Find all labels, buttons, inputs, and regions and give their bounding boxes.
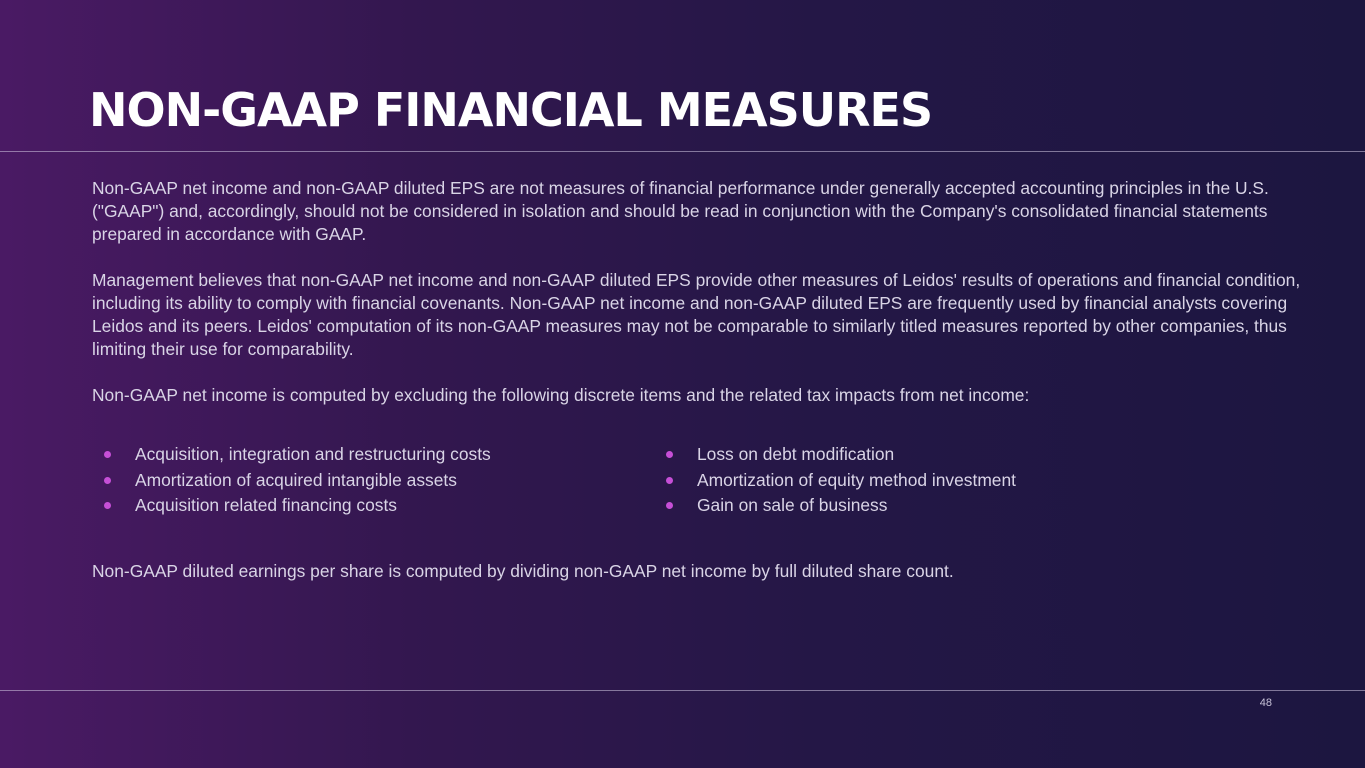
bullet-icon	[104, 477, 111, 484]
slide-title: NON-GAAP FINANCIAL MEASURES	[89, 83, 933, 137]
list-item	[666, 493, 1016, 519]
list-item-label: Acquisition, integration and restructuring costs	[135, 444, 491, 464]
list-item-label: Amortization of acquired intangible assets	[135, 469, 457, 490]
title-divider	[0, 151, 1365, 152]
list-item-label: Amortization of equity method investment	[697, 469, 1016, 490]
bullet-icon	[104, 451, 111, 458]
paragraph-net-income-computation: Non-GAAP net income is computed by excluding the following discrete items and the related tax impacts from net income:	[92, 385, 1030, 405]
list-item	[104, 493, 491, 519]
bullet-icon	[104, 502, 111, 509]
paragraph-management-belief: Management believes that non-GAAP net income and non-GAAP diluted EPS provide other measures of Leidos' results of operations and financial condition, including its ability to comply with financial covenants. Non-GAAP net income and non-GAAP diluted EPS are frequently used by financial analysts covering Leidos and its peers. Leidos' computation of its non-GAAP measures may not be comparable to similarly titled measures reported by other companies, thus limiting their use for comparability.	[92, 270, 1301, 359]
list-item-label: Loss on debt modification	[697, 444, 895, 464]
list-item	[666, 442, 1016, 468]
page-number: 48	[1259, 697, 1272, 709]
bullet-icon	[666, 502, 673, 509]
footer-divider	[0, 690, 1365, 691]
bullet-icon	[666, 477, 673, 484]
list-item-label: Acquisition related financing costs	[135, 495, 397, 515]
paragraph-eps-computation: Non-GAAP diluted earnings per share is computed by dividing non-GAAP net income by full diluted share count.	[92, 561, 954, 581]
bullet-icon	[666, 451, 673, 458]
list-item	[104, 442, 491, 468]
paragraph-gaap-definition: Non-GAAP net income and non-GAAP diluted EPS are not measures of financial performance under generally accepted accounting principles in the U.S. ("GAAP") and, accordingly, should not be considered in isolation and should be read in conjunction with the Company's consolidated financial statements prepared in accordance with GAAP.	[92, 178, 1269, 244]
excluded-items-list-right	[666, 442, 1016, 519]
list-item	[666, 468, 1016, 494]
list-item	[104, 468, 491, 494]
list-item-label: Gain on sale of business	[697, 495, 888, 515]
excluded-items-list-left	[104, 442, 491, 519]
